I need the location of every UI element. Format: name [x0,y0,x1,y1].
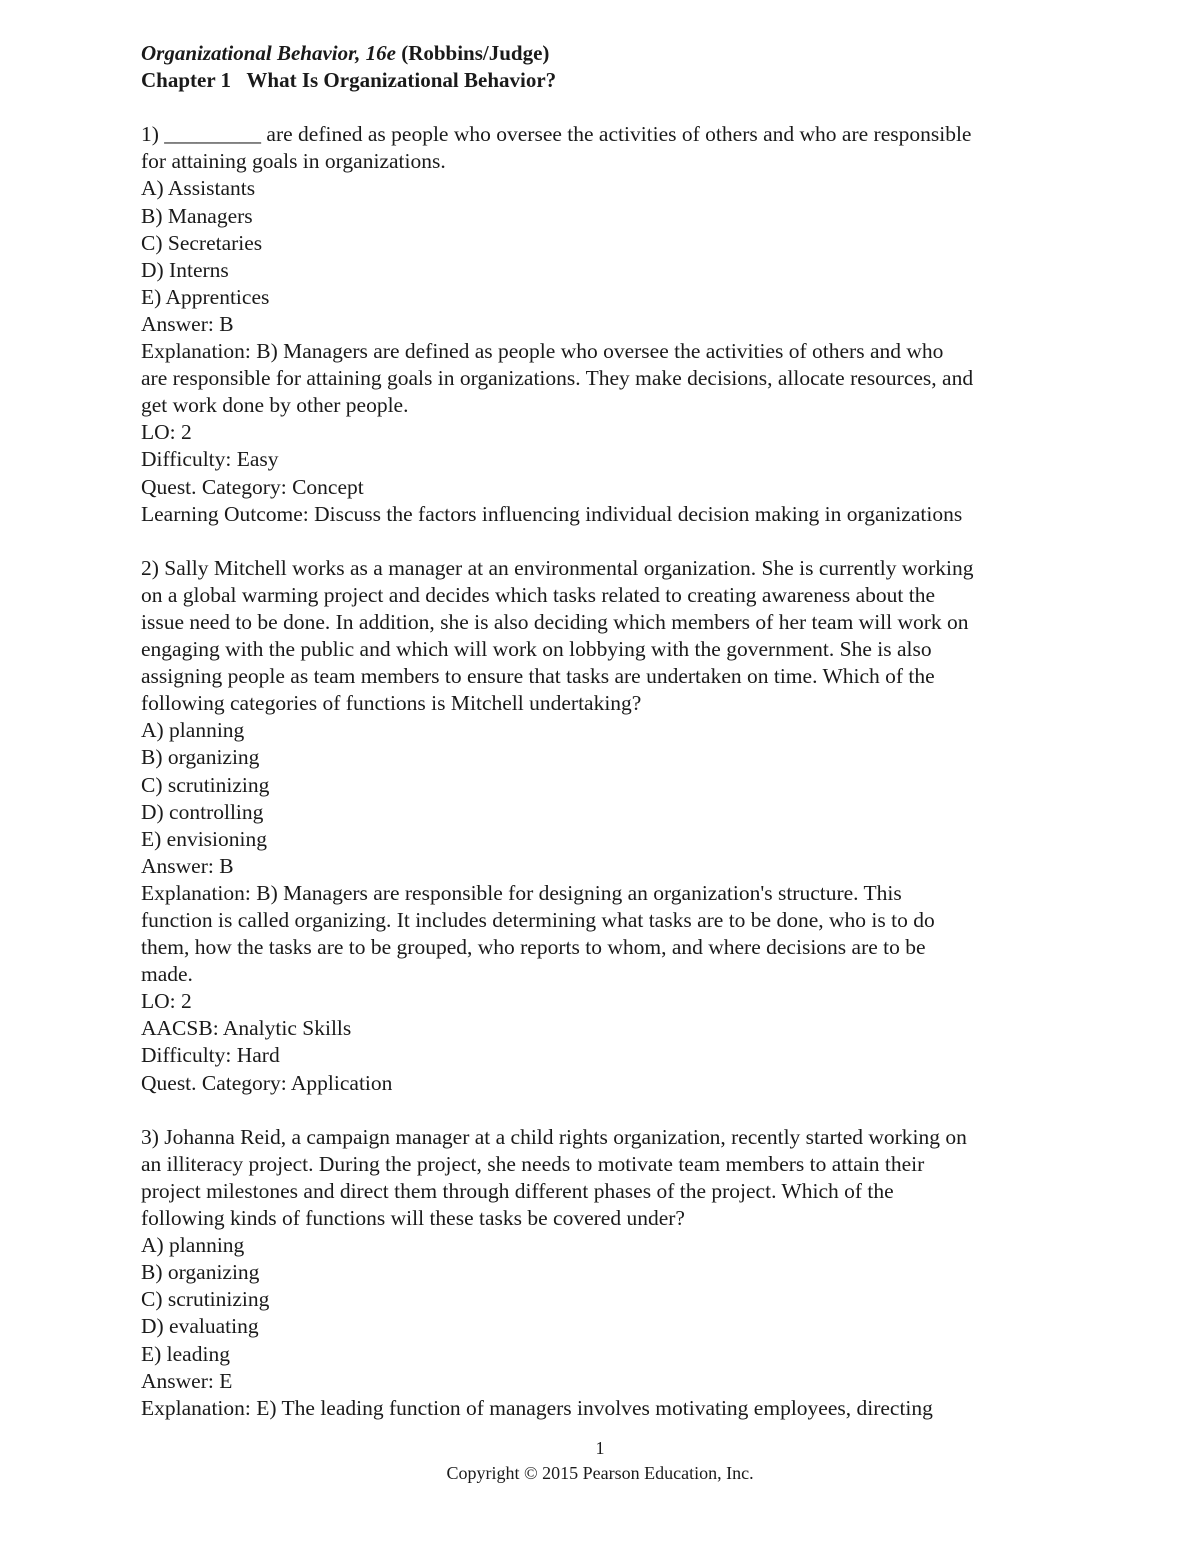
question-stem-line: following kinds of functions will these tasks be covered under? [141,1206,685,1231]
explanation-line: Explanation: B) Managers are responsible for designing an organization's structure. This [141,880,902,905]
answer-key: Answer: B [141,853,234,878]
question-metadata: Difficulty: Hard [141,1043,280,1068]
explanation-line: them, how the tasks are to be grouped, who reports to whom, and where decisions are to be [141,935,926,960]
question-stem-line: engaging with the public and which will work on lobbying with the government. She is also [141,637,932,662]
question-block [141,1124,1071,1422]
explanation-line: are responsible for attaining goals in organizations. They make decisions, allocate resources, and [141,366,974,391]
book-authors: (Robbins/Judge) [401,41,550,65]
question-stem-line: 2) Sally Mitchell works as a manager at an environmental organization. She is currently working [141,555,974,580]
answer-option: D) controlling [141,799,264,824]
question-stem-line: 3) Johanna Reid, a campaign manager at a child rights organization, recently started working on [141,1124,967,1149]
answer-option: C) scrutinizing [141,1287,270,1312]
question-list [141,121,1071,1422]
explanation-line: Explanation: E) The leading function of managers involves motivating employees, directing [141,1395,933,1420]
answer-key: Answer: B [141,311,234,336]
question-metadata: AACSB: Analytic Skills [141,1016,352,1041]
answer-option: D) evaluating [141,1314,259,1339]
copyright-notice: Copyright © 2015 Pearson Education, Inc. [446,1463,754,1483]
question-stem-line: assigning people as team members to ensure that tasks are undertaken on time. Which of the [141,664,935,689]
question-stem-line: project milestones and direct them through different phases of the project. Which of the [141,1178,894,1203]
page-number: 1 [595,1438,605,1458]
book-title-line [141,40,1071,67]
explanation-line: function is called organizing. It includes determining what tasks are to be done, who is to do [141,908,935,932]
page-content [141,40,1071,1422]
chapter-title: Chapter 1 What Is Organizational Behavior? [141,68,557,93]
question-metadata: Quest. Category: Concept [141,474,364,499]
answer-option: B) organizing [141,1260,260,1285]
question-metadata: Difficulty: Easy [141,447,279,472]
question-block [141,555,1071,1097]
answer-option: A) planning [141,1233,245,1258]
book-title: Organizational Behavior, 16e [141,41,396,65]
answer-option: A) planning [141,718,245,743]
question-metadata: Quest. Category: Application [141,1070,393,1095]
answer-option: A) Assistants [141,176,256,201]
answer-option: C) scrutinizing [141,772,270,797]
answer-option: E) Apprentices [141,284,270,309]
answer-option: B) Managers [141,203,253,228]
question-stem-line: issue need to be done. In addition, she is also deciding which members of her team will work on [141,609,969,634]
question-stem-line: for attaining goals in organizations. [141,149,446,174]
spacer [141,94,1071,121]
question-metadata: Learning Outcome: Discuss the factors influencing individual decision making in organizations [141,501,963,526]
answer-key: Answer: E [141,1368,233,1393]
explanation-line: get work done by other people. [141,393,409,418]
spacer [141,1097,1071,1124]
question-stem-line: an illiteracy project. During the project, she needs to motivate team members to attain their [141,1151,925,1176]
question-metadata: LO: 2 [141,420,192,445]
explanation-line: made. [141,962,193,987]
question-stem-line: 1) _________ are defined as people who oversee the activities of others and who are responsible [141,122,972,147]
answer-option: E) leading [141,1341,230,1366]
question-stem-line: following categories of functions is Mitchell undertaking? [141,691,642,716]
explanation-line: Explanation: B) Managers are defined as people who oversee the activities of others and who [141,339,944,364]
answer-option: B) organizing [141,745,260,770]
question-stem-line: on a global warming project and decides which tasks related to creating awareness about the [141,582,936,607]
question-block [141,121,1071,527]
answer-option: E) envisioning [141,826,267,851]
answer-option: C) Secretaries [141,230,263,255]
spacer [141,528,1071,555]
question-metadata: LO: 2 [141,989,192,1014]
answer-option: D) Interns [141,257,229,282]
